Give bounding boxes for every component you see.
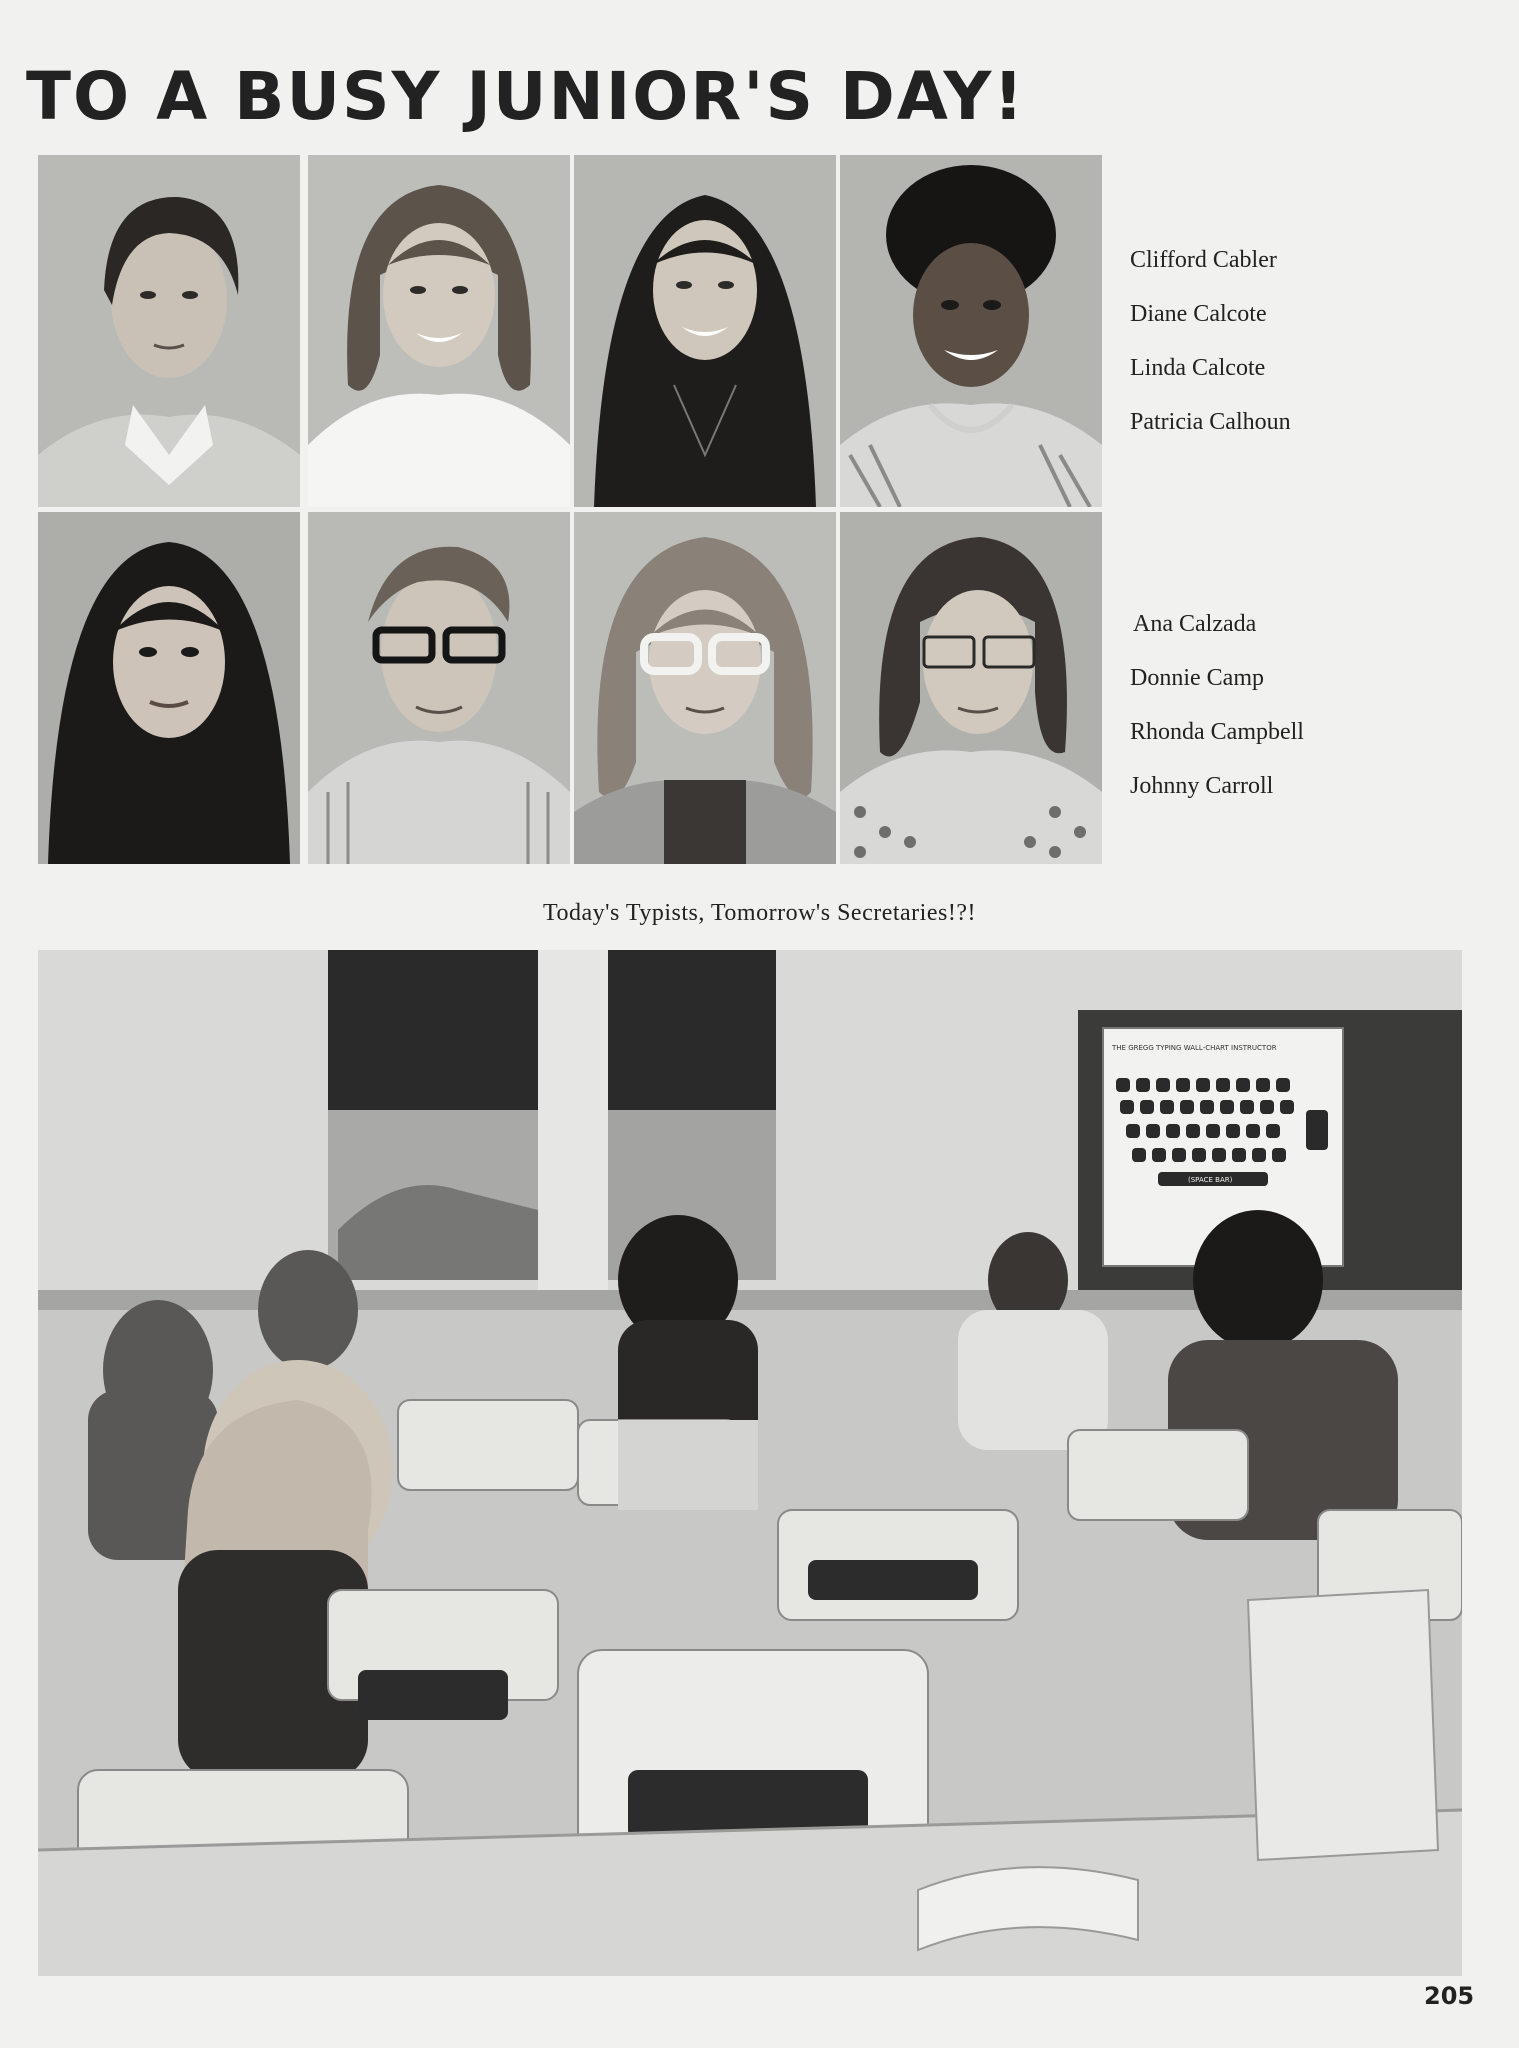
page-number: 205 xyxy=(1424,1982,1475,2010)
portrait-rhonda-campbell xyxy=(574,512,836,864)
name-list-row-2 xyxy=(1130,597,1304,813)
student-name: Clifford Cabler xyxy=(1130,247,1277,273)
portrait-patricia-calhoun xyxy=(840,155,1102,507)
student-name: Johnny Carroll xyxy=(1130,773,1274,799)
typing-classroom-photo xyxy=(38,950,1462,1976)
portrait-johnny-carroll xyxy=(840,512,1102,864)
portrait-ana-calzada xyxy=(38,512,300,864)
portrait-clifford-cabler xyxy=(38,155,300,507)
student-name: Ana Calzada xyxy=(1133,611,1257,637)
portrait-diane-calcote xyxy=(308,155,570,507)
student-name: Linda Calcote xyxy=(1130,355,1266,381)
space-bar-label: (SPACE BAR) xyxy=(1188,1176,1233,1184)
portrait-donnie-camp xyxy=(308,512,570,864)
wall-chart-title: THE GREGG TYPING WALL-CHART INSTRUCTOR xyxy=(1112,1044,1277,1052)
name-list-row-1 xyxy=(1130,233,1291,449)
page-headline: TO A BUSY JUNIOR'S DAY! xyxy=(26,58,1026,135)
student-name: Donnie Camp xyxy=(1130,665,1264,691)
student-name: Diane Calcote xyxy=(1130,301,1267,327)
photo-caption: Today's Typists, Tomorrow's Secretaries!?! xyxy=(543,900,976,926)
student-name: Patricia Calhoun xyxy=(1130,409,1291,435)
portrait-linda-calcote xyxy=(574,155,836,507)
student-name: Rhonda Campbell xyxy=(1130,719,1304,745)
